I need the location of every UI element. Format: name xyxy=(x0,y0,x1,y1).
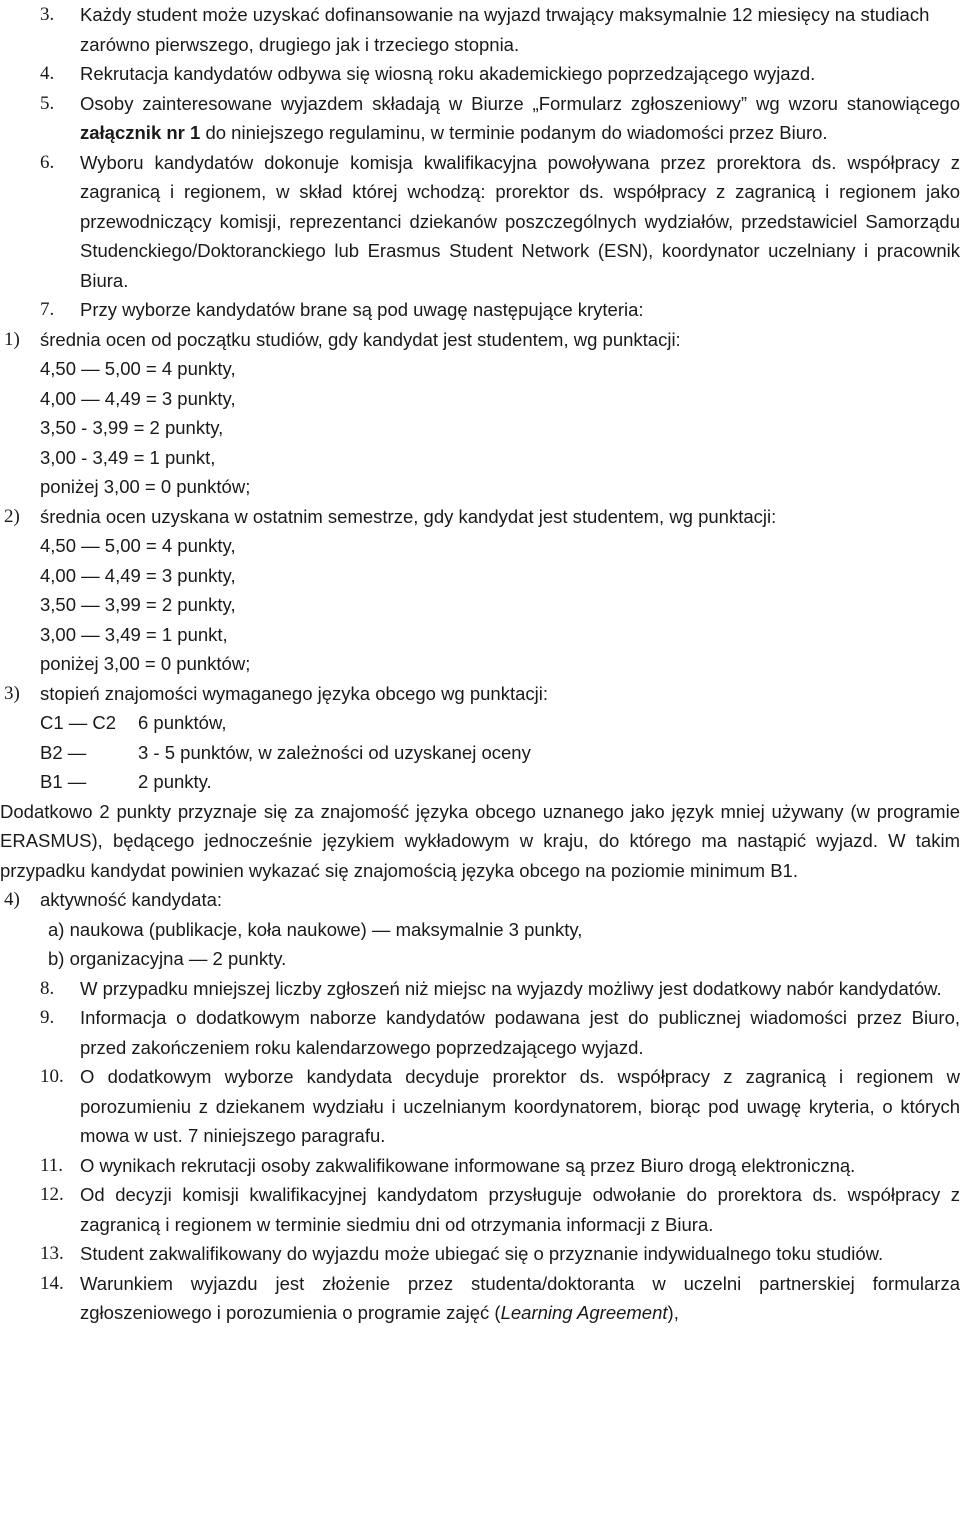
item-text: Każdy student może uzyskać dofinansowanie na wyjazd trwający maksymalnie 12 miesięcy na studiach zarówno pierwszego, drugiego jak i trzeciego stopnia. xyxy=(80,4,930,55)
item-text-part: Warunkiem wyjazdu jest złożenie przez studenta/doktoranta w uczelni partnerskiej formularza zgłoszeniowego i porozumienia o programie zajęć ( xyxy=(80,1272,960,1323)
language-level: B1 — xyxy=(40,771,87,792)
item-text: Rekrutacja kandydatów odbywa się wiosną roku akademickiego poprzedzającego wyjazd. xyxy=(80,63,816,84)
criterion-text: stopień znajomości wymaganego języka obcego wg punktacji: xyxy=(40,682,549,704)
criterion-text: średnia ocen od początku studiów, gdy kandydat jest studentem, wg punktacji: xyxy=(40,328,681,350)
criterion-1 xyxy=(0,325,960,355)
item-text: Wyboru kandydatów dokonuje komisja kwalifikacyjna powoływana przez prorektora ds. współpracy z zagranicą i regionem, w skład której wchodzą: prorektor ds. współpracy z zagranicą i regionem jako przewodniczący komisji, reprezentanci dziekanów poszczególnych wydziałów, przedstawiciel Samorządu Studenckiego/Doktoranckiego lub Erasmus Student Network (ESN), koordynator uczelniany i pracownik Biura. xyxy=(80,151,960,291)
list-item-5 xyxy=(0,89,960,148)
criterion-number: 4) xyxy=(4,889,20,910)
activity-subitem: a) naukowa (publikacje, koła naukowe) — maksymalnie 3 punkty, xyxy=(48,918,583,940)
list-item-11 xyxy=(0,1151,960,1181)
item-number: 5. xyxy=(40,92,55,114)
language-level: B2 — xyxy=(40,741,87,763)
list-item-12 xyxy=(0,1180,960,1239)
criterion-text: aktywność kandydata: xyxy=(40,889,223,910)
criterion-2 xyxy=(0,502,960,532)
list-item-14 xyxy=(0,1269,960,1328)
item-number: 9. xyxy=(40,1007,55,1028)
item-number: 10. xyxy=(40,1066,64,1087)
item-text: Informacja o dodatkowym naborze kandydatów podawana jest do publicznej wiadomości przez Biuro, przed zakończeniem roku kalendarzowego poprzedzającego wyjazd. xyxy=(80,1007,960,1058)
score-line: 4,50 — 5,00 = 4 punkty, xyxy=(40,535,236,556)
list-item-7 xyxy=(0,295,960,325)
score-line: poniżej 3,00 = 0 punktów; xyxy=(40,476,251,497)
language-level-row xyxy=(0,738,960,768)
activity-subitem: b) organizacyjna — 2 punkty. xyxy=(48,948,287,969)
item-text: W przypadku mniejszej liczby zgłoszeń niż miejsc na wyjazdy możliwy jest dodatkowy nabór kandydatów. xyxy=(80,977,942,999)
score-line: 3,00 - 3,49 = 1 punkt, xyxy=(40,446,216,468)
score-line: 3,50 - 3,99 = 2 punkty, xyxy=(40,417,224,438)
list-item-9 xyxy=(0,1003,960,1062)
list-item-6 xyxy=(0,148,960,296)
item-text: Od decyzji komisji kwalifikacyjnej kandydatom przysługuje odwołanie do prorektora ds. współpracy z zagranicą i regionem w terminie siedmiu dni od otrzymania informacji z Biura. xyxy=(80,1184,960,1235)
item-text-part: Osoby zainteresowane wyjazdem składają w Biurze „Formularz zgłoszeniowy” wg wzoru stanowiącego xyxy=(80,92,960,114)
score-line: 4,00 — 4,49 = 3 punkty, xyxy=(40,387,236,409)
language-points: 6 punktów, xyxy=(138,712,227,733)
list-item-10 xyxy=(0,1062,960,1151)
learning-agreement-term: Learning Agreement xyxy=(500,1302,668,1323)
item-text: O wynikach rekrutacji osoby zakwalifikowane informowane są przez Biuro drogą elektroniczną. xyxy=(80,1154,856,1176)
criterion-3 xyxy=(0,679,960,709)
item-text: Przy wyborze kandydatów brane są pod uwagę następujące kryteria: xyxy=(80,299,644,320)
item-text: Student zakwalifikowany do wyjazdu może ubiegać się o przyznanie indywidualnego toku studiów. xyxy=(80,1243,884,1264)
item-text-part: ), xyxy=(667,1302,679,1323)
list-item-4 xyxy=(0,59,960,89)
item-number: 8. xyxy=(40,977,55,999)
criterion-text: średnia ocen uzyskana w ostatnim semestrze, gdy kandydat jest studentem, wg punktacji: xyxy=(40,505,777,527)
item-text xyxy=(80,89,960,148)
language-level: C1 — C2 xyxy=(40,712,117,733)
list-item-13 xyxy=(0,1239,960,1269)
item-number: 11. xyxy=(40,1154,64,1176)
item-text: O dodatkowym wyborze kandydata decyduje prorektor ds. współpracy z zagranicą i regionem w porozumieniu z dziekanem wydziału i uczelnianym koordynatorem, biorąc pod uwagę kryteria, o których mowa w ust. 7 niniejszego paragrafu. xyxy=(80,1066,960,1146)
item-number: 6. xyxy=(40,151,55,173)
item-number: 7. xyxy=(40,299,55,320)
language-points: 2 punkty. xyxy=(138,771,212,792)
criterion-number: 1) xyxy=(4,328,20,350)
score-line: poniżej 3,00 = 0 punktów; xyxy=(40,653,251,674)
score-line: 3,50 — 3,99 = 2 punkty, xyxy=(40,594,236,615)
list-item-3 xyxy=(0,0,960,59)
extra-points-paragraph: Dodatkowo 2 punkty przyznaje się za znajomość języka obcego uznanego jako język mniej używany (w programie ERASMUS), będącego jednocześnie językiem wykładowym w kraju, do którego ma nastąpić wyjazd. W takim przypadku kandydat powinien wykazać się znajomością języka obcego na poziomie minimum B1. xyxy=(0,800,960,881)
item-number: 14. xyxy=(40,1272,64,1294)
item-text xyxy=(80,1269,960,1328)
language-level-row xyxy=(0,708,960,738)
language-level-row xyxy=(0,767,960,797)
item-number: 4. xyxy=(40,63,55,84)
item-number: 3. xyxy=(40,4,55,25)
item-text-part: do niniejszego regulaminu, w terminie podanym do wiadomości przez Biuro. xyxy=(205,122,828,143)
criterion-number: 2) xyxy=(4,505,20,527)
score-line: 4,50 — 5,00 = 4 punkty, xyxy=(40,358,236,379)
list-item-8 xyxy=(0,974,960,1004)
item-number: 12. xyxy=(40,1184,64,1205)
score-line: 4,00 — 4,49 = 3 punkty, xyxy=(40,564,236,586)
item-number: 13. xyxy=(40,1243,64,1264)
attachment-reference: załącznik nr 1 xyxy=(80,122,201,143)
criterion-number: 3) xyxy=(4,682,20,704)
score-line: 3,00 — 3,49 = 1 punkt, xyxy=(40,623,228,645)
language-points: 3 - 5 punktów, w zależności od uzyskanej oceny xyxy=(138,741,531,763)
criterion-4 xyxy=(0,885,960,915)
